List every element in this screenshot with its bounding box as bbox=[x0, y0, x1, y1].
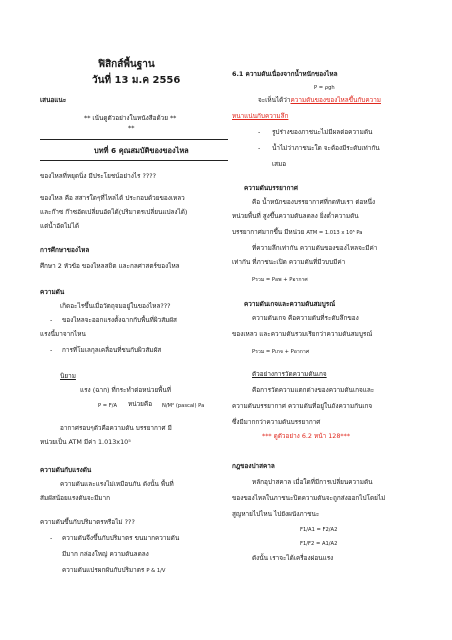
bullet-dash: - bbox=[50, 316, 53, 324]
volume-line-1: ความดันจึงขึ้นกับปริมาตร ขนมากความดัน bbox=[62, 534, 180, 542]
pascal-heading: กฎของปาสคาล bbox=[232, 462, 275, 470]
atmospheric-line-5: เท่ากัน ที่ภาชนะเปิด ความดันที่มีวบบมีค่า bbox=[232, 258, 346, 266]
example-heading: ตัวอย่างการวัดความดันเกจ bbox=[252, 370, 327, 378]
gauge-formula: Pรวม = Pเกจ + Pอากาศ bbox=[252, 349, 310, 355]
pressure-line-4: การที่โมเลกุลเคลื่อนที่ชนกับผิวสัมผัส bbox=[62, 346, 162, 354]
section-6-1-heading: 6.1 ความดันเนื่องจากน้ำหนักของไหล bbox=[232, 70, 338, 78]
bullet-dash: - bbox=[258, 144, 261, 152]
study-text: ศึกษา 2 หัวข้อ ของไหลสถิต และกลศาสตร์ของไหล bbox=[40, 262, 180, 270]
example-line-2: ความดันบรรยากาศ ความดันที่อยู่ในถังความกันเกจ bbox=[232, 402, 373, 410]
example-line-3: ซึ่งมีมากกว่าความดันบรรยากาศ bbox=[232, 418, 321, 426]
chapter-title: บทที่ 6 คุณสมบัติของของไหล bbox=[94, 146, 189, 155]
pascal-formula-2: F1/F2 = A1/A2 bbox=[300, 541, 338, 547]
date-line: วันที่ 13 ม.ค 2556 bbox=[92, 75, 181, 86]
atm-line-2: หน่วยเป็น ATM มีค่า 1.013x10⁵ bbox=[40, 438, 131, 446]
density-depth-line-1: จะเห็นได้ว่าความดันของของไหลขึ้นกับความ bbox=[258, 96, 381, 104]
fluid-def-line-2: และก๊าซ ก๊าซอัดเปลี่ยนอัดได้(ปริมาตรเปลี่ยนแปลงได้) bbox=[40, 208, 188, 216]
atm-unit-value: ATM = 1.013 x 10⁵ Pa bbox=[306, 230, 363, 236]
pascal-line-3: สูญหายไปไหน ไปยังผนังภาชนะ bbox=[232, 510, 320, 518]
bullet-dash: - bbox=[50, 346, 53, 354]
atmospheric-line-3: บรรยากาศมากขึ้น มีหน่วย ATM = 1.013 x 10⁵ Pa bbox=[232, 228, 363, 236]
force-line-1: ความดันและแรงไม่เหมือนกัน ดังนั้น พื้นที่ bbox=[60, 480, 174, 488]
atmospheric-line-2: หน่วยพื้นที่ สูงขึ้นความดันลดลง ยิ่งต่ำความดัน bbox=[232, 212, 359, 220]
atmospheric-line-1: คือ น้ำหนักของบรรยากาศที่กดทับเรา ต่อหนึ่ง bbox=[252, 198, 376, 206]
pascal-line-1: หลักอุปาสคาล เมื่อใดที่มีการเปลี่ยนความดัน bbox=[252, 478, 373, 486]
force-line-2: สัมผัสน้อยแรงดันจะมีมาก bbox=[40, 494, 110, 502]
definition-heading: นิยาม bbox=[60, 372, 76, 380]
page-title: ฟิสิกส์พื้นฐาน bbox=[98, 59, 155, 70]
example-reference: *** ดูตัวอย่าง 6.2 หน้า 128*** bbox=[262, 432, 351, 440]
pressure-formula: P = F/A bbox=[98, 403, 118, 409]
pressure-question: เกิดอะไรขึ้นเมื่อวัตถุจมอยู่ในของไหล??? bbox=[60, 302, 171, 310]
water-level-note-2: เสมอ bbox=[272, 160, 287, 168]
gauge-pressure-heading: ความดันเกจและความดันสมบูรณ์ bbox=[244, 300, 336, 308]
bullet-dash: - bbox=[50, 534, 53, 542]
pressure-line-2: ของไหลจะออกแรงตั้งฉากกับพื้นที่ผิวสัมผัส bbox=[62, 316, 177, 324]
volume-line-3: ความดันแปรผกผันกับปริมาตร P & 1/V bbox=[62, 566, 166, 574]
unit-value: N/M² (pascal) Pa bbox=[162, 403, 205, 409]
example-line-1: คือการวัดความแตกต่างของความดันเกจและ bbox=[252, 386, 375, 394]
chapter-top-rule bbox=[40, 139, 228, 140]
force-heading: ความดันกับแรงดัน bbox=[40, 466, 92, 474]
atmospheric-line-4: ที่ความลึกเท่ากัน ความดันของของไหลจะมีค่า bbox=[252, 244, 378, 252]
total-pressure-formula: Pรวม = Pอพ + Pอากาศ bbox=[252, 277, 308, 283]
hydrostatic-formula: P = ρgh bbox=[314, 85, 335, 91]
intro-heading: เสนอแนะ bbox=[40, 96, 67, 104]
bullet-dash: - bbox=[258, 128, 261, 136]
intro-note-stars: ** bbox=[128, 124, 135, 132]
fluid-def-line-1: ของไหล คือ สสารใดๆที่ไหลได้ ประกอบด้วยของเหลว bbox=[40, 194, 185, 202]
study-heading: การศึกษาของไหล bbox=[40, 246, 90, 254]
intro-note: ** เน้นดูตัวอย่างในหนังสือด้วย ** bbox=[84, 114, 177, 122]
atm-line-1: อากาศรอบๆตัวคือความดัน บรรยากาศ มี bbox=[60, 424, 172, 432]
water-level-note-1: น้ำไม่ว่าภาชนะใด จะต้องมีระดับเท่ากัน bbox=[272, 144, 380, 152]
pressure-line-3: แรงนี้มาจากไหน bbox=[40, 330, 86, 338]
definition-line: แรง (ฉาก) ที่กระทำต่อหน่วยพื้นที่ bbox=[80, 386, 171, 394]
volume-line-2: มีมาก กล่องใหญ่ ความดันลดลง bbox=[62, 550, 149, 558]
fluid-def-line-3: แต่น้ำอัดไม่ได้ bbox=[40, 222, 80, 230]
density-depth-line-2: หนาแน่นกับความลึก bbox=[232, 112, 289, 120]
gauge-line-1: ความดันเกจ คือความดันที่ระดับลึกของ bbox=[252, 314, 359, 322]
pascal-formula-1: F1/A1 = F2/A2 bbox=[300, 527, 338, 533]
pascal-line-4: ดังนั้น เราจะได้เครื่องผ่อนแรง bbox=[252, 554, 334, 562]
gauge-line-2: ของเหลว และความดันรวมเรียกว่าความดันสมบูรณ์ bbox=[232, 330, 373, 338]
container-shape-note: รูปร่างของภาชนะไม่มีผลต่อความดัน bbox=[272, 128, 373, 136]
question-use: ของไหลที่หยุดนิ่ง มีประโยชน์อย่างไร ???? bbox=[40, 172, 157, 180]
chapter-bottom-rule bbox=[40, 160, 228, 161]
atmospheric-pressure-heading: ความดันบรรยากาศ bbox=[244, 184, 298, 192]
pressure-heading: ความดัน bbox=[40, 288, 65, 296]
pascal-line-2: ของของไหลในภาชนะปิดความดันจะถูกส่งออกไปโดยไม่ bbox=[232, 494, 386, 502]
volume-question: ความดันขึ้นกับปริมาตรหรือไม่ ??? bbox=[40, 518, 135, 526]
unit-label: หน่วยคือ bbox=[128, 400, 153, 408]
inverse-relation: P & 1/V bbox=[146, 568, 166, 574]
